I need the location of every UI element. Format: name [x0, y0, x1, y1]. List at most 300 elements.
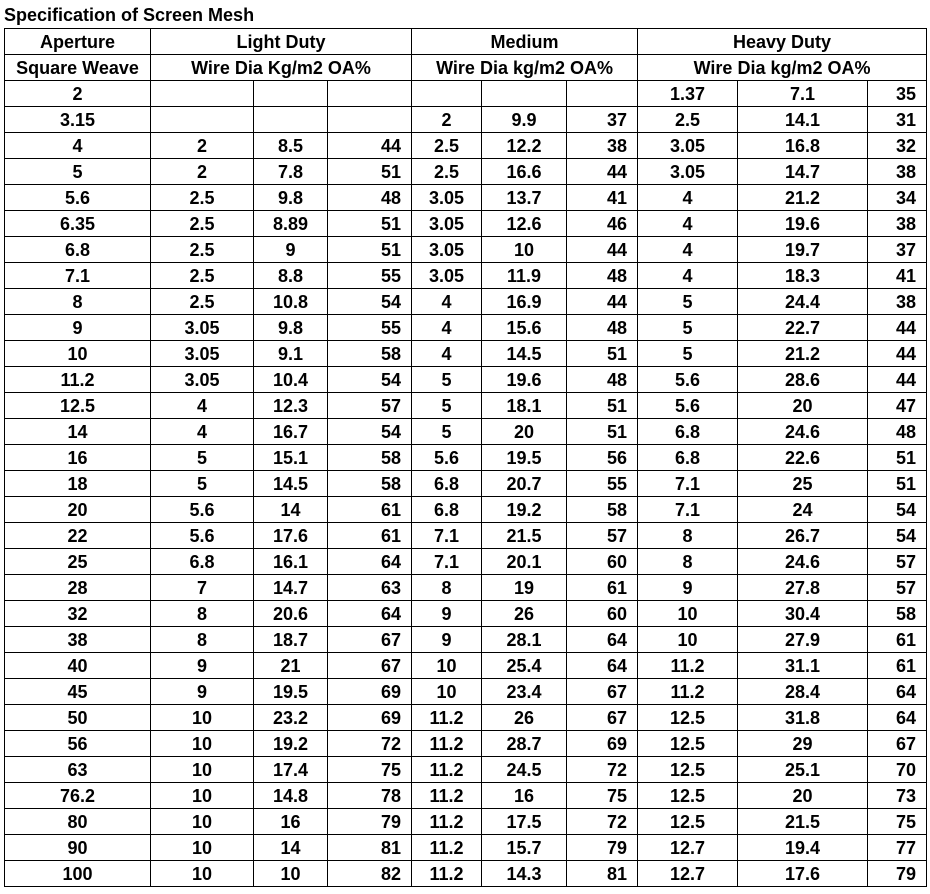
light-oa-cell: 44: [328, 133, 412, 159]
table-row: [5, 107, 927, 133]
medium-oa-cell: 44: [567, 289, 638, 315]
medium-kgm2-cell: 12.2: [482, 133, 567, 159]
heavy-kgm2-cell: 19.6: [738, 211, 868, 237]
light-oa-cell: 79: [328, 809, 412, 835]
heavy-kgm2-cell: 29: [738, 731, 868, 757]
light-oa-cell: [328, 81, 412, 107]
heavy-wire-dia-cell: 5: [638, 315, 738, 341]
table-row: [5, 523, 927, 549]
medium-oa-cell: 81: [567, 861, 638, 887]
aperture-subheader: Square Weave: [5, 55, 151, 81]
medium-kgm2-cell: 28.1: [482, 627, 567, 653]
aperture-cell: 25: [5, 549, 151, 575]
light-oa-cell: 57: [328, 393, 412, 419]
table-row: [5, 419, 927, 445]
heavy-oa-cell: 79: [868, 861, 927, 887]
heavy-kgm2-cell: 17.6: [738, 861, 868, 887]
medium-wire-dia-cell: 10: [412, 653, 482, 679]
light-duty-subheader: Wire Dia Kg/m2 OA%: [151, 55, 412, 81]
light-wire-dia-cell: 10: [151, 731, 254, 757]
heavy-kgm2-cell: 26.7: [738, 523, 868, 549]
aperture-cell: 5: [5, 159, 151, 185]
aperture-cell: 40: [5, 653, 151, 679]
light-kgm2-cell: 9.1: [254, 341, 328, 367]
medium-wire-dia-cell: 11.2: [412, 809, 482, 835]
medium-kgm2-cell: 23.4: [482, 679, 567, 705]
heavy-kgm2-cell: 14.7: [738, 159, 868, 185]
light-oa-cell: 48: [328, 185, 412, 211]
medium-oa-cell: 72: [567, 757, 638, 783]
heavy-wire-dia-cell: 12.7: [638, 835, 738, 861]
light-wire-dia-cell: 10: [151, 783, 254, 809]
light-kgm2-cell: 10.8: [254, 289, 328, 315]
medium-oa-cell: 37: [567, 107, 638, 133]
medium-kgm2-cell: 12.6: [482, 211, 567, 237]
medium-kgm2-cell: 9.9: [482, 107, 567, 133]
light-wire-dia-cell: 9: [151, 653, 254, 679]
heavy-kgm2-cell: 24.6: [738, 419, 868, 445]
heavy-kgm2-cell: 25: [738, 471, 868, 497]
aperture-cell: 20: [5, 497, 151, 523]
medium-wire-dia-cell: 2: [412, 107, 482, 133]
medium-oa-cell: 55: [567, 471, 638, 497]
heavy-wire-dia-cell: 8: [638, 523, 738, 549]
light-kgm2-cell: [254, 107, 328, 133]
table-row: [5, 289, 927, 315]
medium-oa-cell: 60: [567, 549, 638, 575]
heavy-wire-dia-cell: 9: [638, 575, 738, 601]
medium-oa-cell: 57: [567, 523, 638, 549]
table-row: [5, 575, 927, 601]
page-title: Specification of Screen Mesh: [4, 5, 255, 25]
light-oa-cell: 64: [328, 549, 412, 575]
medium-wire-dia-cell: 4: [412, 315, 482, 341]
light-oa-cell: 63: [328, 575, 412, 601]
medium-wire-dia-cell: 9: [412, 627, 482, 653]
light-kgm2-cell: 9.8: [254, 315, 328, 341]
light-kgm2-cell: 14: [254, 497, 328, 523]
heavy-wire-dia-cell: 7.1: [638, 497, 738, 523]
heavy-wire-dia-cell: 2.5: [638, 107, 738, 133]
medium-oa-cell: 67: [567, 679, 638, 705]
heavy-kgm2-cell: 22.6: [738, 445, 868, 471]
heavy-oa-cell: 61: [868, 627, 927, 653]
heavy-kgm2-cell: 16.8: [738, 133, 868, 159]
light-oa-cell: 61: [328, 523, 412, 549]
medium-kgm2-cell: 26: [482, 705, 567, 731]
medium-kgm2-cell: 18.1: [482, 393, 567, 419]
table-row: [5, 133, 927, 159]
heavy-wire-dia-cell: 6.8: [638, 419, 738, 445]
header-row-1: [5, 29, 927, 55]
heavy-oa-cell: 48: [868, 419, 927, 445]
heavy-oa-cell: 38: [868, 289, 927, 315]
heavy-kgm2-cell: 14.1: [738, 107, 868, 133]
medium-wire-dia-cell: 7.1: [412, 523, 482, 549]
heavy-kgm2-cell: 25.1: [738, 757, 868, 783]
table-row: [5, 549, 927, 575]
medium-kgm2-cell: 17.5: [482, 809, 567, 835]
light-wire-dia-cell: 10: [151, 861, 254, 887]
table-row: [5, 237, 927, 263]
aperture-cell: 10: [5, 341, 151, 367]
aperture-cell: 38: [5, 627, 151, 653]
heavy-wire-dia-cell: 8: [638, 549, 738, 575]
heavy-wire-dia-cell: 12.7: [638, 861, 738, 887]
medium-kgm2-cell: 26: [482, 601, 567, 627]
medium-wire-dia-cell: 2.5: [412, 159, 482, 185]
medium-wire-dia-cell: 3.05: [412, 211, 482, 237]
medium-oa-cell: 75: [567, 783, 638, 809]
medium-wire-dia-cell: 7.1: [412, 549, 482, 575]
aperture-cell: 45: [5, 679, 151, 705]
light-oa-cell: 58: [328, 445, 412, 471]
light-oa-cell: 58: [328, 471, 412, 497]
light-kgm2-cell: 20.6: [254, 601, 328, 627]
medium-wire-dia-cell: 4: [412, 289, 482, 315]
heavy-oa-cell: 37: [868, 237, 927, 263]
light-wire-dia-cell: 2.5: [151, 237, 254, 263]
medium-wire-dia-cell: 3.05: [412, 237, 482, 263]
light-wire-dia-cell: 5: [151, 471, 254, 497]
medium-wire-dia-cell: 9: [412, 601, 482, 627]
heavy-oa-cell: 38: [868, 159, 927, 185]
medium-oa-cell: 38: [567, 133, 638, 159]
medium-kgm2-cell: 24.5: [482, 757, 567, 783]
medium-kgm2-cell: 16.6: [482, 159, 567, 185]
heavy-kgm2-cell: 19.4: [738, 835, 868, 861]
light-kgm2-cell: 14.8: [254, 783, 328, 809]
aperture-cell: 5.6: [5, 185, 151, 211]
table-row: [5, 263, 927, 289]
table-row: [5, 497, 927, 523]
light-oa-cell: 51: [328, 237, 412, 263]
heavy-oa-cell: 67: [868, 731, 927, 757]
light-kgm2-cell: 8.8: [254, 263, 328, 289]
light-kgm2-cell: 12.3: [254, 393, 328, 419]
aperture-cell: 9: [5, 315, 151, 341]
table-row: [5, 445, 927, 471]
medium-kgm2-cell: 19.5: [482, 445, 567, 471]
heavy-kgm2-cell: 21.5: [738, 809, 868, 835]
medium-wire-dia-cell: 6.8: [412, 497, 482, 523]
table-row: [5, 341, 927, 367]
heavy-oa-cell: 44: [868, 315, 927, 341]
light-kgm2-cell: 14.7: [254, 575, 328, 601]
medium-wire-dia-cell: 11.2: [412, 731, 482, 757]
medium-kgm2-cell: 19.6: [482, 367, 567, 393]
aperture-cell: 8: [5, 289, 151, 315]
medium-oa-cell: 61: [567, 575, 638, 601]
light-kgm2-cell: 15.1: [254, 445, 328, 471]
heavy-wire-dia-cell: 3.05: [638, 159, 738, 185]
aperture-cell: 32: [5, 601, 151, 627]
heavy-oa-cell: 31: [868, 107, 927, 133]
light-kgm2-cell: 14: [254, 835, 328, 861]
medium-oa-cell: 44: [567, 237, 638, 263]
screen-mesh-table: [4, 28, 927, 887]
medium-wire-dia-cell: 5: [412, 393, 482, 419]
light-kgm2-cell: 18.7: [254, 627, 328, 653]
table-row: [5, 679, 927, 705]
heavy-wire-dia-cell: 12.5: [638, 809, 738, 835]
medium-header: Medium: [412, 29, 638, 55]
light-wire-dia-cell: 3.05: [151, 315, 254, 341]
aperture-cell: 63: [5, 757, 151, 783]
aperture-cell: 11.2: [5, 367, 151, 393]
light-kgm2-cell: 9: [254, 237, 328, 263]
heavy-duty-subheader: Wire Dia kg/m2 OA%: [638, 55, 927, 81]
heavy-kgm2-cell: 20: [738, 393, 868, 419]
medium-oa-cell: 67: [567, 705, 638, 731]
light-oa-cell: 82: [328, 861, 412, 887]
heavy-wire-dia-cell: 7.1: [638, 471, 738, 497]
table-row: [5, 627, 927, 653]
light-kgm2-cell: 16.7: [254, 419, 328, 445]
light-kgm2-cell: 8.89: [254, 211, 328, 237]
light-oa-cell: 61: [328, 497, 412, 523]
table-row: [5, 211, 927, 237]
medium-kgm2-cell: 14.3: [482, 861, 567, 887]
table-row: [5, 731, 927, 757]
light-wire-dia-cell: 8: [151, 601, 254, 627]
medium-wire-dia-cell: 11.2: [412, 705, 482, 731]
table-row: [5, 315, 927, 341]
heavy-kgm2-cell: 24: [738, 497, 868, 523]
aperture-cell: 16: [5, 445, 151, 471]
aperture-cell: 50: [5, 705, 151, 731]
heavy-oa-cell: 57: [868, 549, 927, 575]
heavy-oa-cell: 64: [868, 705, 927, 731]
aperture-cell: 6.8: [5, 237, 151, 263]
light-wire-dia-cell: 7: [151, 575, 254, 601]
heavy-kgm2-cell: 28.6: [738, 367, 868, 393]
aperture-cell: 80: [5, 809, 151, 835]
aperture-header: Aperture: [5, 29, 151, 55]
table-row: [5, 393, 927, 419]
heavy-oa-cell: 61: [868, 653, 927, 679]
light-oa-cell: 67: [328, 627, 412, 653]
heavy-kgm2-cell: 18.3: [738, 263, 868, 289]
medium-oa-cell: 64: [567, 627, 638, 653]
light-wire-dia-cell: 8: [151, 627, 254, 653]
light-oa-cell: 58: [328, 341, 412, 367]
light-oa-cell: 69: [328, 705, 412, 731]
light-kgm2-cell: 10: [254, 861, 328, 887]
heavy-wire-dia-cell: 4: [638, 263, 738, 289]
light-duty-header: Light Duty: [151, 29, 412, 55]
medium-wire-dia-cell: 2.5: [412, 133, 482, 159]
heavy-oa-cell: 35: [868, 81, 927, 107]
medium-oa-cell: 56: [567, 445, 638, 471]
table-row: [5, 835, 927, 861]
medium-wire-dia-cell: 11.2: [412, 835, 482, 861]
light-oa-cell: 69: [328, 679, 412, 705]
medium-oa-cell: 46: [567, 211, 638, 237]
heavy-oa-cell: 44: [868, 367, 927, 393]
table-row: [5, 159, 927, 185]
aperture-cell: 14: [5, 419, 151, 445]
heavy-oa-cell: 54: [868, 497, 927, 523]
heavy-wire-dia-cell: 10: [638, 601, 738, 627]
light-kgm2-cell: 19.2: [254, 731, 328, 757]
medium-wire-dia-cell: [412, 81, 482, 107]
heavy-oa-cell: 44: [868, 341, 927, 367]
light-wire-dia-cell: 2: [151, 133, 254, 159]
heavy-wire-dia-cell: 12.5: [638, 731, 738, 757]
light-oa-cell: 51: [328, 211, 412, 237]
light-wire-dia-cell: 2.5: [151, 211, 254, 237]
medium-wire-dia-cell: 6.8: [412, 471, 482, 497]
heavy-kgm2-cell: 28.4: [738, 679, 868, 705]
light-oa-cell: 51: [328, 159, 412, 185]
medium-wire-dia-cell: 4: [412, 341, 482, 367]
medium-kgm2-cell: 19: [482, 575, 567, 601]
heavy-oa-cell: 51: [868, 445, 927, 471]
table-row: [5, 367, 927, 393]
header-row-2: [5, 55, 927, 81]
medium-kgm2-cell: 19.2: [482, 497, 567, 523]
heavy-kgm2-cell: 27.9: [738, 627, 868, 653]
aperture-cell: 12.5: [5, 393, 151, 419]
medium-oa-cell: 41: [567, 185, 638, 211]
light-wire-dia-cell: 4: [151, 419, 254, 445]
aperture-cell: 4: [5, 133, 151, 159]
medium-kgm2-cell: 16: [482, 783, 567, 809]
heavy-wire-dia-cell: 4: [638, 211, 738, 237]
light-oa-cell: 54: [328, 289, 412, 315]
heavy-wire-dia-cell: 11.2: [638, 679, 738, 705]
medium-oa-cell: 51: [567, 419, 638, 445]
medium-oa-cell: 48: [567, 315, 638, 341]
heavy-kgm2-cell: 31.8: [738, 705, 868, 731]
medium-kgm2-cell: 20.1: [482, 549, 567, 575]
medium-kgm2-cell: 13.7: [482, 185, 567, 211]
medium-kgm2-cell: 11.9: [482, 263, 567, 289]
medium-kgm2-cell: 10: [482, 237, 567, 263]
light-oa-cell: 67: [328, 653, 412, 679]
light-kgm2-cell: 21: [254, 653, 328, 679]
light-oa-cell: 54: [328, 419, 412, 445]
heavy-wire-dia-cell: 4: [638, 185, 738, 211]
light-oa-cell: 81: [328, 835, 412, 861]
medium-oa-cell: 69: [567, 731, 638, 757]
heavy-wire-dia-cell: 12.5: [638, 705, 738, 731]
light-oa-cell: 64: [328, 601, 412, 627]
light-wire-dia-cell: 3.05: [151, 341, 254, 367]
heavy-oa-cell: 32: [868, 133, 927, 159]
medium-oa-cell: 44: [567, 159, 638, 185]
medium-wire-dia-cell: 3.05: [412, 185, 482, 211]
heavy-kgm2-cell: 21.2: [738, 341, 868, 367]
medium-kgm2-cell: 25.4: [482, 653, 567, 679]
heavy-kgm2-cell: 20: [738, 783, 868, 809]
medium-oa-cell: [567, 81, 638, 107]
medium-kgm2-cell: 14.5: [482, 341, 567, 367]
light-oa-cell: 55: [328, 263, 412, 289]
heavy-kgm2-cell: 21.2: [738, 185, 868, 211]
heavy-oa-cell: 41: [868, 263, 927, 289]
medium-kgm2-cell: 16.9: [482, 289, 567, 315]
heavy-wire-dia-cell: 5: [638, 289, 738, 315]
light-wire-dia-cell: 2.5: [151, 289, 254, 315]
light-oa-cell: 72: [328, 731, 412, 757]
heavy-oa-cell: 38: [868, 211, 927, 237]
light-wire-dia-cell: 6.8: [151, 549, 254, 575]
medium-oa-cell: 51: [567, 393, 638, 419]
heavy-oa-cell: 54: [868, 523, 927, 549]
heavy-wire-dia-cell: 3.05: [638, 133, 738, 159]
aperture-cell: 100: [5, 861, 151, 887]
medium-kgm2-cell: 20: [482, 419, 567, 445]
light-wire-dia-cell: 10: [151, 835, 254, 861]
medium-kgm2-cell: 20.7: [482, 471, 567, 497]
medium-kgm2-cell: 21.5: [482, 523, 567, 549]
medium-oa-cell: 48: [567, 263, 638, 289]
light-wire-dia-cell: 2: [151, 159, 254, 185]
medium-oa-cell: 51: [567, 341, 638, 367]
light-kgm2-cell: 10.4: [254, 367, 328, 393]
light-oa-cell: [328, 107, 412, 133]
table-row: [5, 185, 927, 211]
heavy-kgm2-cell: 30.4: [738, 601, 868, 627]
heavy-oa-cell: 51: [868, 471, 927, 497]
heavy-wire-dia-cell: 4: [638, 237, 738, 263]
table-row: [5, 757, 927, 783]
medium-wire-dia-cell: 11.2: [412, 783, 482, 809]
aperture-cell: 22: [5, 523, 151, 549]
heavy-wire-dia-cell: 5.6: [638, 393, 738, 419]
light-kgm2-cell: 17.6: [254, 523, 328, 549]
heavy-oa-cell: 58: [868, 601, 927, 627]
medium-wire-dia-cell: 11.2: [412, 861, 482, 887]
medium-oa-cell: 48: [567, 367, 638, 393]
heavy-wire-dia-cell: 5.6: [638, 367, 738, 393]
heavy-oa-cell: 34: [868, 185, 927, 211]
light-kgm2-cell: 23.2: [254, 705, 328, 731]
light-kgm2-cell: 9.8: [254, 185, 328, 211]
aperture-cell: 28: [5, 575, 151, 601]
heavy-kgm2-cell: 22.7: [738, 315, 868, 341]
medium-oa-cell: 79: [567, 835, 638, 861]
heavy-kgm2-cell: 27.8: [738, 575, 868, 601]
heavy-wire-dia-cell: 12.5: [638, 757, 738, 783]
heavy-kgm2-cell: 7.1: [738, 81, 868, 107]
light-wire-dia-cell: 10: [151, 705, 254, 731]
table-row: [5, 653, 927, 679]
light-wire-dia-cell: 3.05: [151, 367, 254, 393]
light-wire-dia-cell: 10: [151, 809, 254, 835]
aperture-cell: 2: [5, 81, 151, 107]
medium-wire-dia-cell: 3.05: [412, 263, 482, 289]
heavy-wire-dia-cell: 12.5: [638, 783, 738, 809]
light-kgm2-cell: 8.5: [254, 133, 328, 159]
table-row: [5, 471, 927, 497]
light-kgm2-cell: 16: [254, 809, 328, 835]
medium-kgm2-cell: 15.7: [482, 835, 567, 861]
light-oa-cell: 75: [328, 757, 412, 783]
heavy-oa-cell: 57: [868, 575, 927, 601]
light-wire-dia-cell: 9: [151, 679, 254, 705]
table-row: [5, 809, 927, 835]
light-oa-cell: 54: [328, 367, 412, 393]
heavy-kgm2-cell: 24.6: [738, 549, 868, 575]
heavy-wire-dia-cell: 1.37: [638, 81, 738, 107]
light-wire-dia-cell: 5.6: [151, 523, 254, 549]
heavy-kgm2-cell: 24.4: [738, 289, 868, 315]
medium-wire-dia-cell: 11.2: [412, 757, 482, 783]
light-wire-dia-cell: 2.5: [151, 185, 254, 211]
